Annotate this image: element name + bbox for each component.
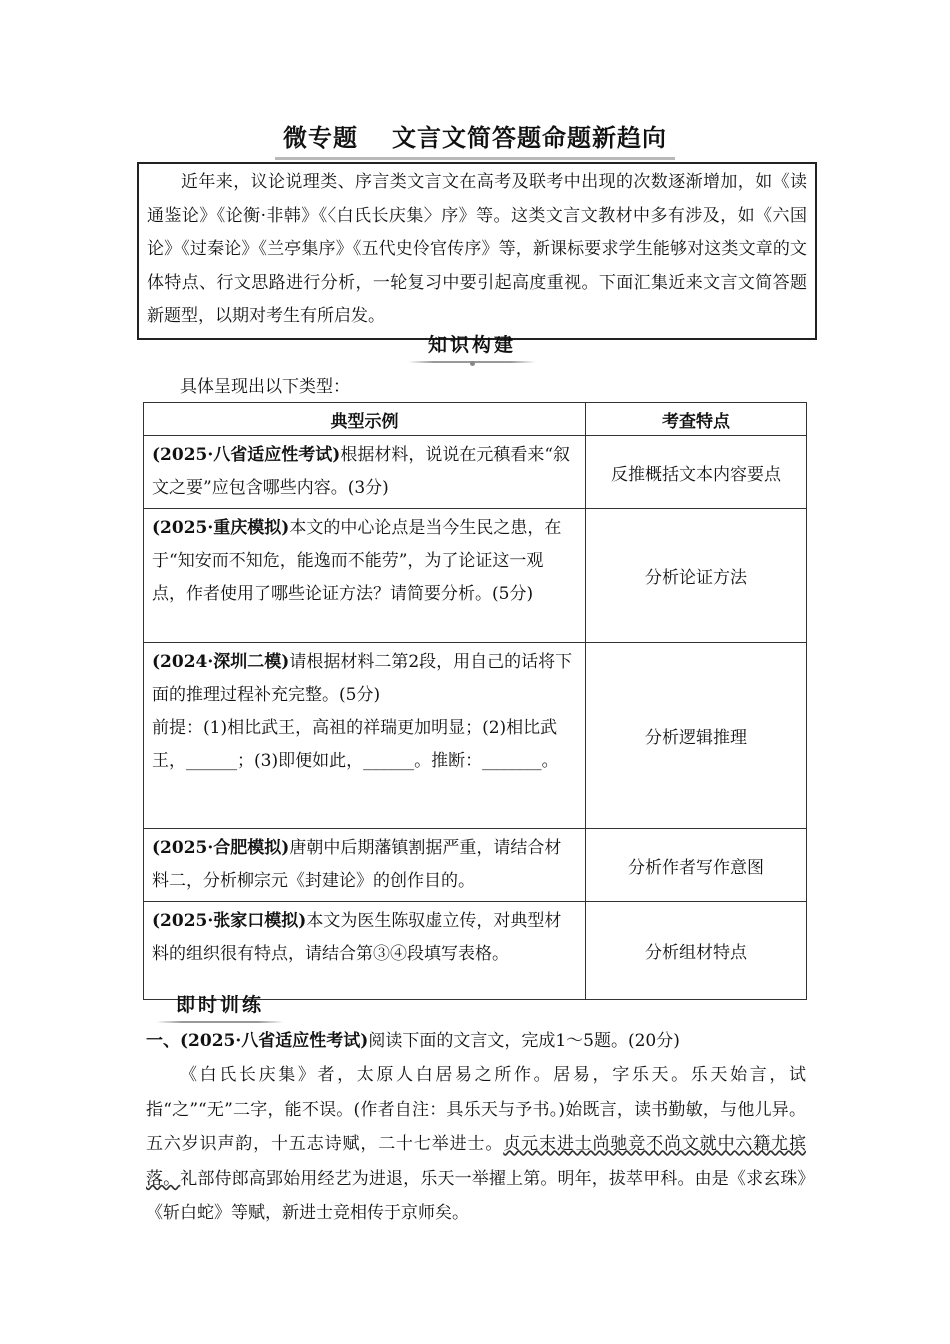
example-source: (2024·深圳二模) [152,652,290,672]
example-cell [144,902,586,1000]
feature-cell: 分析论证方法 [586,509,807,643]
passage-underlined-sentence: 贞元末进士尚驰竞不尚文就中六籍尤摈落。 [146,1134,807,1189]
example-source: (2025·重庆模拟) [152,518,290,538]
example-cell [144,829,586,902]
table-header-row [144,403,807,436]
table-row [144,509,807,643]
example-text: 唐朝中后期藩镇割据严重，请结合材料二，分析柳宗元《封建论》的创作目的。 [152,838,562,891]
section-heading-knowledge: 知识构建 [428,330,516,357]
example-text: 根据材料，说说在元稹看来“叙文之要”应包含哪些内容。(3分) [152,445,571,498]
page-title [275,118,675,160]
example-source: (2025·合肥模拟) [152,838,290,858]
table-row [144,643,807,829]
passage-part1: 《白氏长庆集》者，太原人白居易之所作。居易，字乐天。乐天始言，试指“之”“无”二字，能不误。(作者自注：具乐天与予书。)始既言，读书勤敏，与他儿异。五六岁识声韵，十五志诗赋，二十七举进士。 [146,1065,806,1154]
question-text: 阅读下面的文言文，完成1～5题。(20分) [368,1031,680,1051]
feature-cell: 分析逻辑推理 [586,643,807,829]
example-cell [144,509,586,643]
example-cell [144,436,586,509]
feature-cell: 分析作者写作意图 [586,829,807,902]
classical-passage [146,1058,806,1231]
table-row [144,902,807,1000]
title-text: 文言文简答题命题新趋向 [392,123,667,152]
example-text: 请根据材料二第2段，用自己的话将下面的推理过程补充完整。(5分) [152,652,573,705]
title-area [0,118,950,160]
example-cell [144,643,586,829]
feature-cell: 分析组材特点 [586,902,807,1000]
title-prefix: 微专题 [283,123,358,152]
question-types-table [143,402,807,1000]
table-row [144,436,807,509]
section-heading-practice: 即时训练 [176,990,264,1017]
types-lead: 具体呈现出以下类型： [180,377,350,397]
example-source: (2025·八省适应性考试) [152,445,341,465]
example-text: 本文为医生陈驭虚立传，对典型材料的组织很有特点，请结合第③④段填写表格。 [152,911,562,964]
question-label: 一、(2025·八省适应性考试) [146,1031,369,1051]
intro-box: 近年来，议论说理类、序言类文言文在高考及联考中出现的次数逐渐增加，如《读通鉴论》《论衡·非韩》《〈白氏长庆集〉序》等。这类文言文教材中多有涉及，如《六国论》《过秦论》《兰亭集序》《五代史伶官传序》等，新课标要求学生能够对这类文章的文体特点、行文思路进行分析，一轮复习中要引起高度重视。下面汇集近来文言文简答题新题型，以期对考生有所启发。 [137,162,817,340]
example-text: 本文的中心论点是当今生民之患，在于“知安而不知危，能逸而不能劳”，为了论证这一观点，作者使用了哪些论证方法？请简要分析。(5分) [152,518,562,604]
example-source: (2025·张家口模拟) [152,911,307,931]
example-extra: 前提：(1)相比武王，高祖的祥瑞更加明显；(2)相比武王，______；(3)即便如此，______。推断：_______。 [152,718,559,771]
table-row [144,829,807,902]
header-feature: 考查特点 [586,403,807,436]
question-heading [146,1026,680,1051]
feature-cell: 反推概括文本内容要点 [586,436,807,509]
header-example: 典型示例 [144,403,586,436]
passage-part2: 礼部侍郎高郢始用经艺为进退，乐天一举擢上第。明年，拔萃甲科。由是《求玄珠》《斩白蛇》等赋，新进士竞相传于京师矣。 [146,1168,807,1223]
